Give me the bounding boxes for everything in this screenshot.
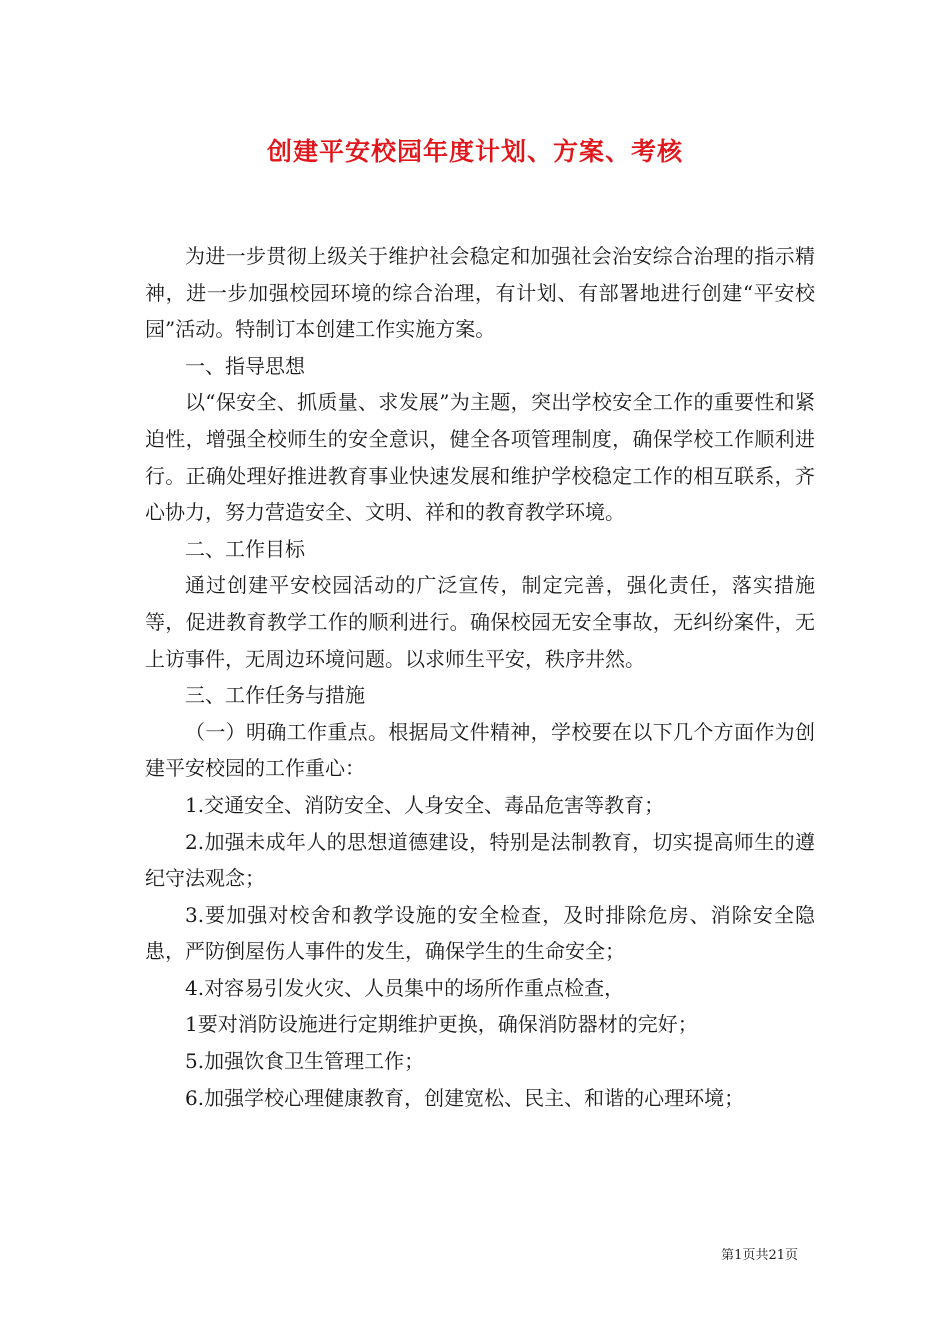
list-item: 3.要加强对校舍和教学设施的安全检查，及时排除危房、消除安全隐患，严防倒屋伤人事件的发生，确保学生的生命安全； (145, 902, 815, 964)
list-item: 4.对容易引发火灾、人员集中的场所作重点检查， (185, 975, 625, 1000)
section-heading-tasks-measures: 三、工作任务与措施 (185, 683, 365, 708)
document-title: 创建平安校园年度计划、方案、考核 (266, 137, 683, 166)
section-heading-guiding-ideology: 一、指导思想 (185, 353, 305, 378)
list-item: 6.加强学校心理健康教育，创建宽松、民主、和谐的心理环境； (185, 1085, 745, 1110)
section-heading-work-goals: 二、工作目标 (185, 536, 305, 561)
subsection-work-focus: （一）明确工作重点。根据局文件精神，学校要在以下几个方面作为创建平安校园的工作重心： (145, 719, 815, 781)
list-item: 1要对消防设施进行定期维护更换，确保消防器材的完好； (185, 1012, 698, 1037)
list-item: 2.加强未成年人的思想道德建设，特别是法制教育，切实提高师生的遵纪守法观念； (145, 829, 815, 891)
list-item: 1.交通安全、消防安全、人身安全、毒品危害等教育； (185, 792, 665, 817)
list-item: 5.加强饮食卫生管理工作； (185, 1049, 425, 1074)
page-number: 第1页共21页 (721, 1248, 798, 1263)
work-goals-paragraph: 通过创建平安校园活动的广泛宣传，制定完善，强化责任，落实措施等，促进教育教学工作的顺利进行。确保校园无安全事故，无纠纷案件，无上访事件，无周边环境问题。以求师生平安，秩序井然。 (145, 573, 815, 671)
intro-paragraph: 为进一步贯彻上级关于维护社会稳定和加强社会治安综合治理的指示精神，进一步加强校园环境的综合治理，有计划、有部署地进行创建“平安校园”活动。特制订本创建工作实施方案。 (145, 244, 815, 342)
document-body (145, 238, 815, 1116)
guiding-ideology-paragraph: 以“保安全、抓质量、求发展”为主题，突出学校安全工作的重要性和紧迫性，增强全校师生的安全意识，健全各项管理制度，确保学校工作顺利进行。正确处理好推进教育事业快速发展和维护学校稳定工作的相互联系，齐心协力，努力营造安全、文明、祥和的教育教学环境。 (145, 390, 815, 525)
